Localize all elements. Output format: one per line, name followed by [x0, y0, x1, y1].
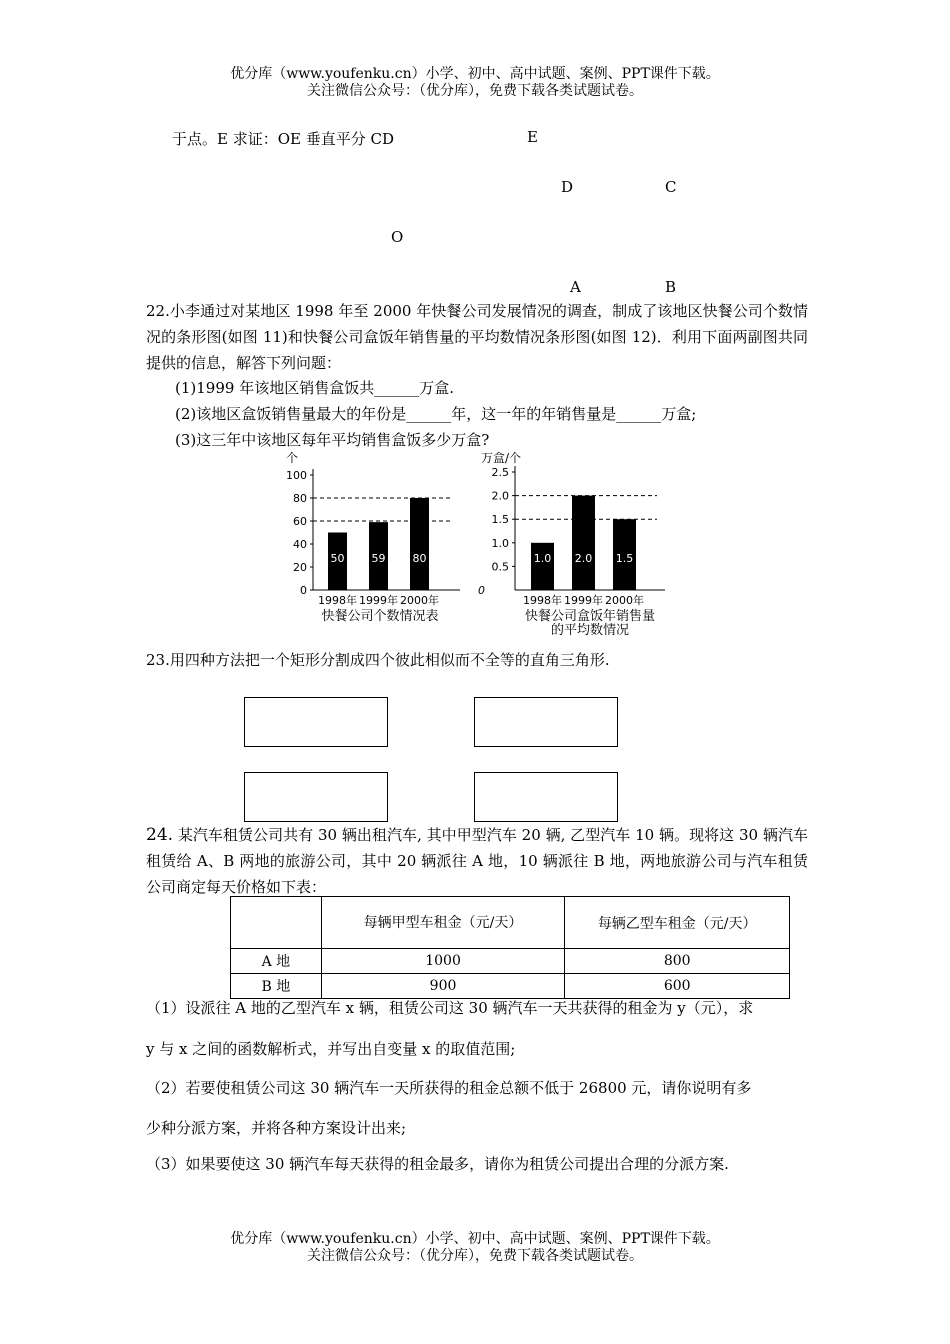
chart-lunchbox-sales	[475, 452, 675, 607]
header-line-1: 优分库（www.youfenku.cn）小学、初中、高中试题、案例、PPT课件下载。	[230, 66, 720, 82]
point-o-label: O	[391, 228, 404, 246]
footer-line-2: 关注微信公众号：（优分库），免费下载各类试题试卷。	[307, 1248, 643, 1264]
chart-2-title	[495, 610, 685, 638]
q24-sub-2a: （2）若要使租赁公司这 30 辆汽车一天所获得的租金总额不低于 26800 元，请你说明有多	[146, 1079, 752, 1097]
q24-text	[146, 822, 808, 900]
page-header	[0, 66, 950, 100]
origin-label: 0	[478, 584, 485, 597]
x-tick-label: 1998年	[318, 594, 357, 607]
bar-value-label: 50	[330, 552, 345, 565]
rectangle-box-4	[474, 772, 618, 822]
table-cell: A 地	[231, 949, 322, 974]
footer-line-1: 优分库（www.youfenku.cn）小学、初中、高中试题、案例、PPT课件下载。	[230, 1231, 720, 1247]
chart-2-title-line-1: 快餐公司盒饭年销售量	[524, 609, 655, 624]
table-cell: 900	[321, 974, 565, 999]
q22-sub-1: (1)1999 年该地区销售盒饭共______万盒.	[175, 379, 454, 397]
y-axis-label: 个	[286, 452, 299, 465]
table-row	[231, 949, 790, 974]
rent-table	[230, 896, 790, 999]
rectangle-box-3	[244, 772, 388, 822]
bar	[572, 496, 595, 590]
point-c-label: C	[665, 178, 677, 196]
bar-value-label: 1.5	[615, 552, 634, 565]
y-tick-label: 60	[293, 515, 307, 528]
y-tick-label: 2.5	[491, 466, 509, 479]
q21-text: 于点。E 求证：OE 垂直平分 CD	[172, 130, 395, 148]
table-header-cell: 每辆甲型车租金（元/天）	[321, 897, 565, 949]
x-tick-label: 2000年	[605, 594, 644, 607]
y-tick-label: 0	[300, 584, 307, 597]
q22-sub-2: (2)该地区盒饭销售量最大的年份是______年，这一年的年销售量是______万盒;	[175, 405, 697, 423]
bar	[410, 498, 429, 590]
q24-sub-1b: y 与 x 之间的函数解析式，并写出自变量 x 的取值范围;	[146, 1040, 516, 1058]
point-d-label: D	[561, 178, 574, 196]
y-axis-label: 万盒/个	[481, 452, 522, 465]
q24-sub-2b: 少种分派方案，并将各种方案设计出来;	[146, 1119, 407, 1137]
page-footer	[0, 1231, 950, 1265]
chart-company-count	[280, 452, 470, 607]
bar	[531, 543, 554, 590]
chart-2-title-line-2: 的平均数情况	[550, 623, 629, 638]
point-b-label: B	[665, 278, 677, 296]
rectangle-box-1	[244, 697, 388, 747]
q22-sub-3: (3)这三年中该地区每年平均销售盒饭多少万盒?	[175, 431, 490, 449]
y-tick-label: 20	[293, 561, 307, 574]
x-tick-label: 1999年	[564, 594, 603, 607]
y-tick-label: 80	[293, 492, 307, 505]
table-header-cell	[231, 897, 322, 949]
point-a-label: A	[570, 278, 581, 296]
q24-body: 某汽车租赁公司共有 30 辆出租汽车, 其中甲型汽车 20 辆, 乙型汽车 10 辆。现将这 30 辆汽车租赁给 A、B 两地的旅游公司，其中 20 辆派往 A 地，10 辆派往 B 地，两地旅游公司与汽车租赁公司商定每天价格如下表：	[146, 826, 808, 896]
bar-value-label: 1.0	[533, 552, 552, 565]
header-line-2: 关注微信公众号：（优分库），免费下载各类试题试卷。	[307, 83, 643, 99]
table-header-cell: 每辆乙型车租金（元/天）	[565, 897, 790, 949]
y-tick-label: 1.5	[491, 513, 509, 527]
table-cell: 600	[565, 974, 790, 999]
point-e-label: E	[527, 128, 538, 146]
q24-number: 24.	[146, 825, 174, 845]
chart-1-title: 快餐公司个数情况表	[321, 609, 439, 624]
table-cell: 800	[565, 949, 790, 974]
y-tick-label: 0.5	[491, 560, 509, 574]
q22-intro: 22.小李通过对某地区 1998 年至 2000 年快餐公司发展情况的调查，制成了该地区快餐公司个数情况的条形图(如图 11)和快餐公司盒饭年销售量的平均数情况条形图(如图 12)．利用下面两副图共同提供的信息，解答下列问题：	[146, 302, 808, 372]
bar-value-label: 80	[412, 552, 427, 565]
q23-text: 23.用四种方法把一个矩形分割成四个彼此相似而不全等的直角三角形.	[146, 651, 610, 669]
q24-sub-1a: （1）设派往 A 地的乙型汽车 x 辆，租赁公司这 30 辆汽车一天共获得的租金为 y（元），求	[146, 999, 754, 1017]
table-row	[231, 974, 790, 999]
table-cell: B 地	[231, 974, 322, 999]
bar-value-label: 59	[371, 552, 386, 565]
y-tick-label: 40	[293, 538, 307, 551]
rectangle-box-2	[474, 697, 618, 747]
x-tick-label: 2000年	[400, 594, 439, 607]
y-tick-label: 2.0	[491, 489, 509, 503]
bar-value-label: 2.0	[574, 552, 593, 565]
table-cell: 1000	[321, 949, 565, 974]
x-tick-label: 1999年	[359, 594, 398, 607]
q24-sub-3: （3）如果要使这 30 辆汽车每天获得的租金最多，请你为租赁公司提出合理的分派方案.	[146, 1155, 729, 1173]
y-tick-label: 100	[286, 469, 307, 482]
y-tick-label: 1.0	[491, 536, 509, 550]
table-header-row	[231, 897, 790, 949]
x-tick-label: 1998年	[523, 594, 562, 607]
